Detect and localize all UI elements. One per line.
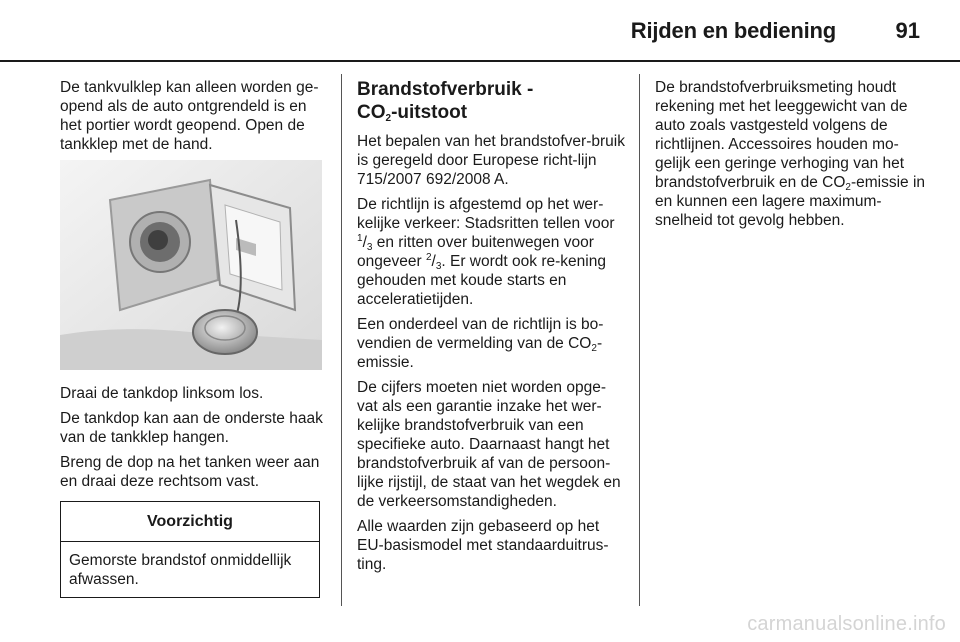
paragraph-eu-model: Alle waarden zijn gebaseerd op het EU-basismodel met standaarduitrus-ting.: [357, 518, 609, 573]
fuel-filler-flap-photo: [60, 160, 322, 370]
caution-box: [60, 501, 320, 598]
paragraph-regulation: Het bepalen van het brandstofver-bruik is geregeld door Europese richt-lijn 715/2007 692/2008 A.: [357, 133, 625, 188]
fuel-flap-illustration: [60, 160, 322, 370]
paragraph-refit: Breng de dop na het tanken weer aan en draai deze rechtsom vast.: [60, 454, 320, 490]
section-heading: [357, 78, 625, 124]
paragraph-driving-cycle: De richtlijn is afgestemd op het wer-kelijke verkeer: Stadsritten tellen voor $^1/_3$ en ritten over buitenwegen voor ongeveer $^2/_3$. Er wordt ook re-kening gehouden met koude starts en acceleratietijden.: [357, 196, 615, 308]
heading-line-2: $CO_2$-uitstoot: [357, 102, 468, 124]
section-title: Rijden en bediening: [630, 18, 836, 43]
paragraph-fuel-flap: De tankvulklep kan alleen worden ge-opend als de auto ontgrendeld is en het portier wordt geopend. Open de tankklep met de hand.: [60, 79, 319, 153]
column-divider-1: [341, 74, 342, 606]
column-1: [60, 78, 326, 598]
paragraph-no-guarantee: De cijfers moeten niet worden opge-vat als een garantie inzake het wer-kelijke brandstofverbruik van een specifieke auto. Daarnaast hangt het brandstofverbruik af van de persoon-lijke rijstijl, de staat van het wegdek en de verkeersomstandigheden.: [357, 379, 621, 510]
column-3: [655, 78, 927, 236]
paragraph-unscrew: Draai de tankdop linksom los.: [60, 385, 264, 402]
page-number: 91: [895, 18, 920, 43]
caution-text: Gemorste brandstof onmiddellijk afwassen.: [69, 552, 292, 588]
page-header: [0, 0, 960, 62]
paragraph-hook: De tankdop kan aan de onderste haak van de tankklep hangen.: [60, 410, 323, 446]
header-rule: [0, 60, 960, 62]
paragraph-co2-emission: Een onderdeel van de richtlijn is bo-vendien de vermelding van de $CO_2$-emissie.: [357, 316, 604, 371]
column-divider-2: [639, 74, 640, 606]
paragraph-kerb-weight: De brandstofverbruiksmeting houdt rekening met het leeggewicht van de auto zoals vastgesteld volgens de richtlijnen. Accessoires houden mo-gelijk een geringe verhoging van het brandstofverbruik en de $CO_2$-emissie in en kunnen een lagere maximum-snelheid tot gevolg hebben.: [655, 79, 926, 229]
column-2: [357, 78, 625, 580]
heading-line-1: Brandstofverbruik -: [357, 79, 534, 100]
caution-title: Voorzichtig: [61, 502, 319, 542]
watermark: carmanualsonline.info: [747, 613, 946, 635]
